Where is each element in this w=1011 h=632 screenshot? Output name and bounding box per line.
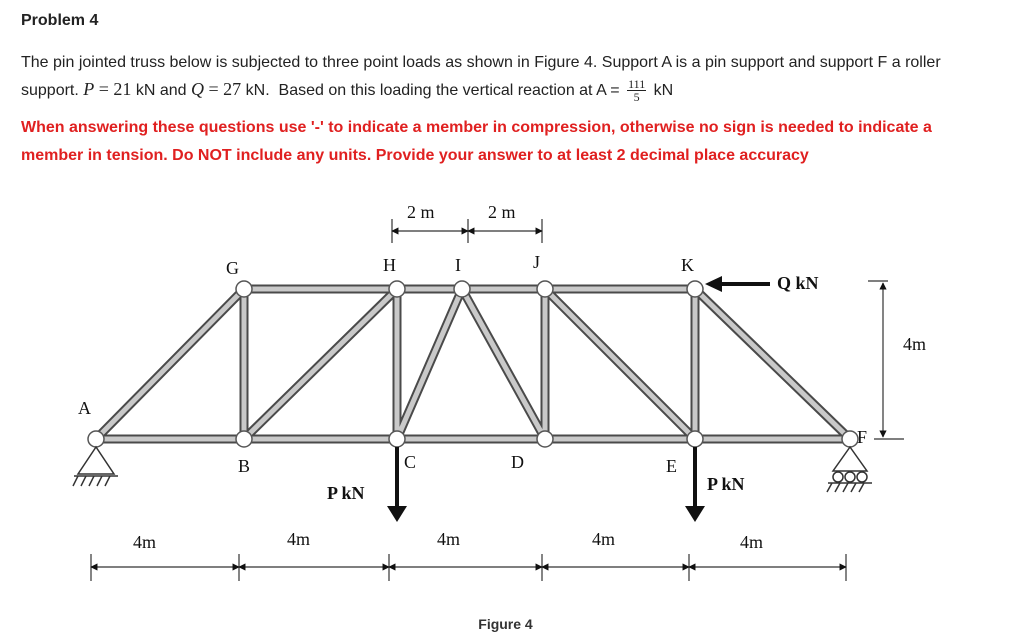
member-JE — [545, 289, 695, 439]
instruction-line-1: When answering these questions use '-' to indicate a member in compression, otherwise no sign is needed to indicate a — [21, 119, 932, 136]
member-AG — [96, 289, 244, 439]
p-value — [83, 79, 131, 99]
load-label-P-at-C: P kN — [327, 483, 365, 503]
reaction-numerator: 111 — [628, 77, 646, 92]
reaction-fraction — [627, 78, 646, 103]
member-KF — [695, 289, 850, 439]
dim-label-bottom-3: 4m — [437, 529, 461, 549]
pin-support-icon — [73, 447, 118, 486]
p-symbol: P — [83, 79, 95, 99]
q-symbol: Q — [191, 79, 205, 99]
dim-label-height: 4m — [903, 334, 927, 354]
joint-B — [236, 431, 252, 447]
label-F: F — [857, 427, 868, 447]
intro-text: The pin jointed truss below is subjected to three point loads as shown in Figure 4. Support A is a pin support and support F a roller support. — [21, 54, 941, 99]
label-H: H — [383, 255, 396, 275]
joint-C — [389, 431, 405, 447]
dim-label-bottom-5: 4m — [740, 532, 764, 552]
q-equals: = 27 — [208, 79, 242, 99]
load-arrow-K — [705, 276, 770, 292]
instructions — [21, 114, 1001, 170]
dim-label-bottom-4: 4m — [592, 529, 616, 549]
reaction-unit: kN — [653, 82, 674, 99]
p-unit: kN and — [135, 82, 187, 99]
label-B: B — [238, 456, 251, 476]
bottom-dimension-lines — [91, 554, 846, 581]
dim-label-top-HI: 2 m — [407, 203, 435, 222]
dim-label-top-IJ: 2 m — [488, 203, 516, 222]
joint-A — [88, 431, 104, 447]
height-dimension-lines — [868, 281, 904, 439]
joint-G — [236, 281, 252, 297]
reaction-text: Based on this loading the vertical reaction at A = — [278, 82, 620, 99]
truss-diagram — [59, 203, 951, 608]
label-D: D — [511, 452, 524, 472]
label-K: K — [681, 255, 694, 275]
roller-support-icon — [827, 447, 872, 492]
q-unit: kN. — [245, 82, 270, 99]
label-G: G — [226, 258, 239, 278]
figure-panel — [59, 203, 951, 608]
label-A: A — [78, 398, 91, 418]
load-label-Q-at-K: Q kN — [777, 273, 819, 293]
problem-title: Problem 4 — [21, 12, 99, 29]
joint-I — [454, 281, 470, 297]
load-arrow-E — [685, 447, 705, 522]
dim-label-bottom-2: 4m — [287, 529, 311, 549]
p-equals: = 21 — [98, 79, 132, 99]
top-dimension-lines — [392, 219, 542, 243]
member-BH — [244, 289, 397, 439]
dim-label-bottom-1: 4m — [133, 532, 157, 552]
reaction-denominator: 5 — [633, 90, 640, 105]
truss-members — [96, 289, 850, 439]
problem-statement — [21, 49, 996, 104]
joint-F — [842, 431, 858, 447]
label-C: C — [404, 452, 417, 472]
load-label-P-at-E: P kN — [707, 474, 745, 494]
instruction-line-2: member in tension. Do NOT include any units. Provide your answer to at least 2 decimal place accuracy — [21, 147, 809, 164]
q-value — [191, 79, 241, 99]
joint-E — [687, 431, 703, 447]
joint-J — [537, 281, 553, 297]
joint-K — [687, 281, 703, 297]
label-E: E — [666, 456, 677, 476]
member-CI — [397, 289, 462, 439]
label-I: I — [455, 255, 461, 275]
joint-D — [537, 431, 553, 447]
figure-caption: Figure 4 — [478, 616, 533, 632]
member-ID — [462, 289, 545, 439]
joint-H — [389, 281, 405, 297]
label-J: J — [533, 252, 541, 272]
